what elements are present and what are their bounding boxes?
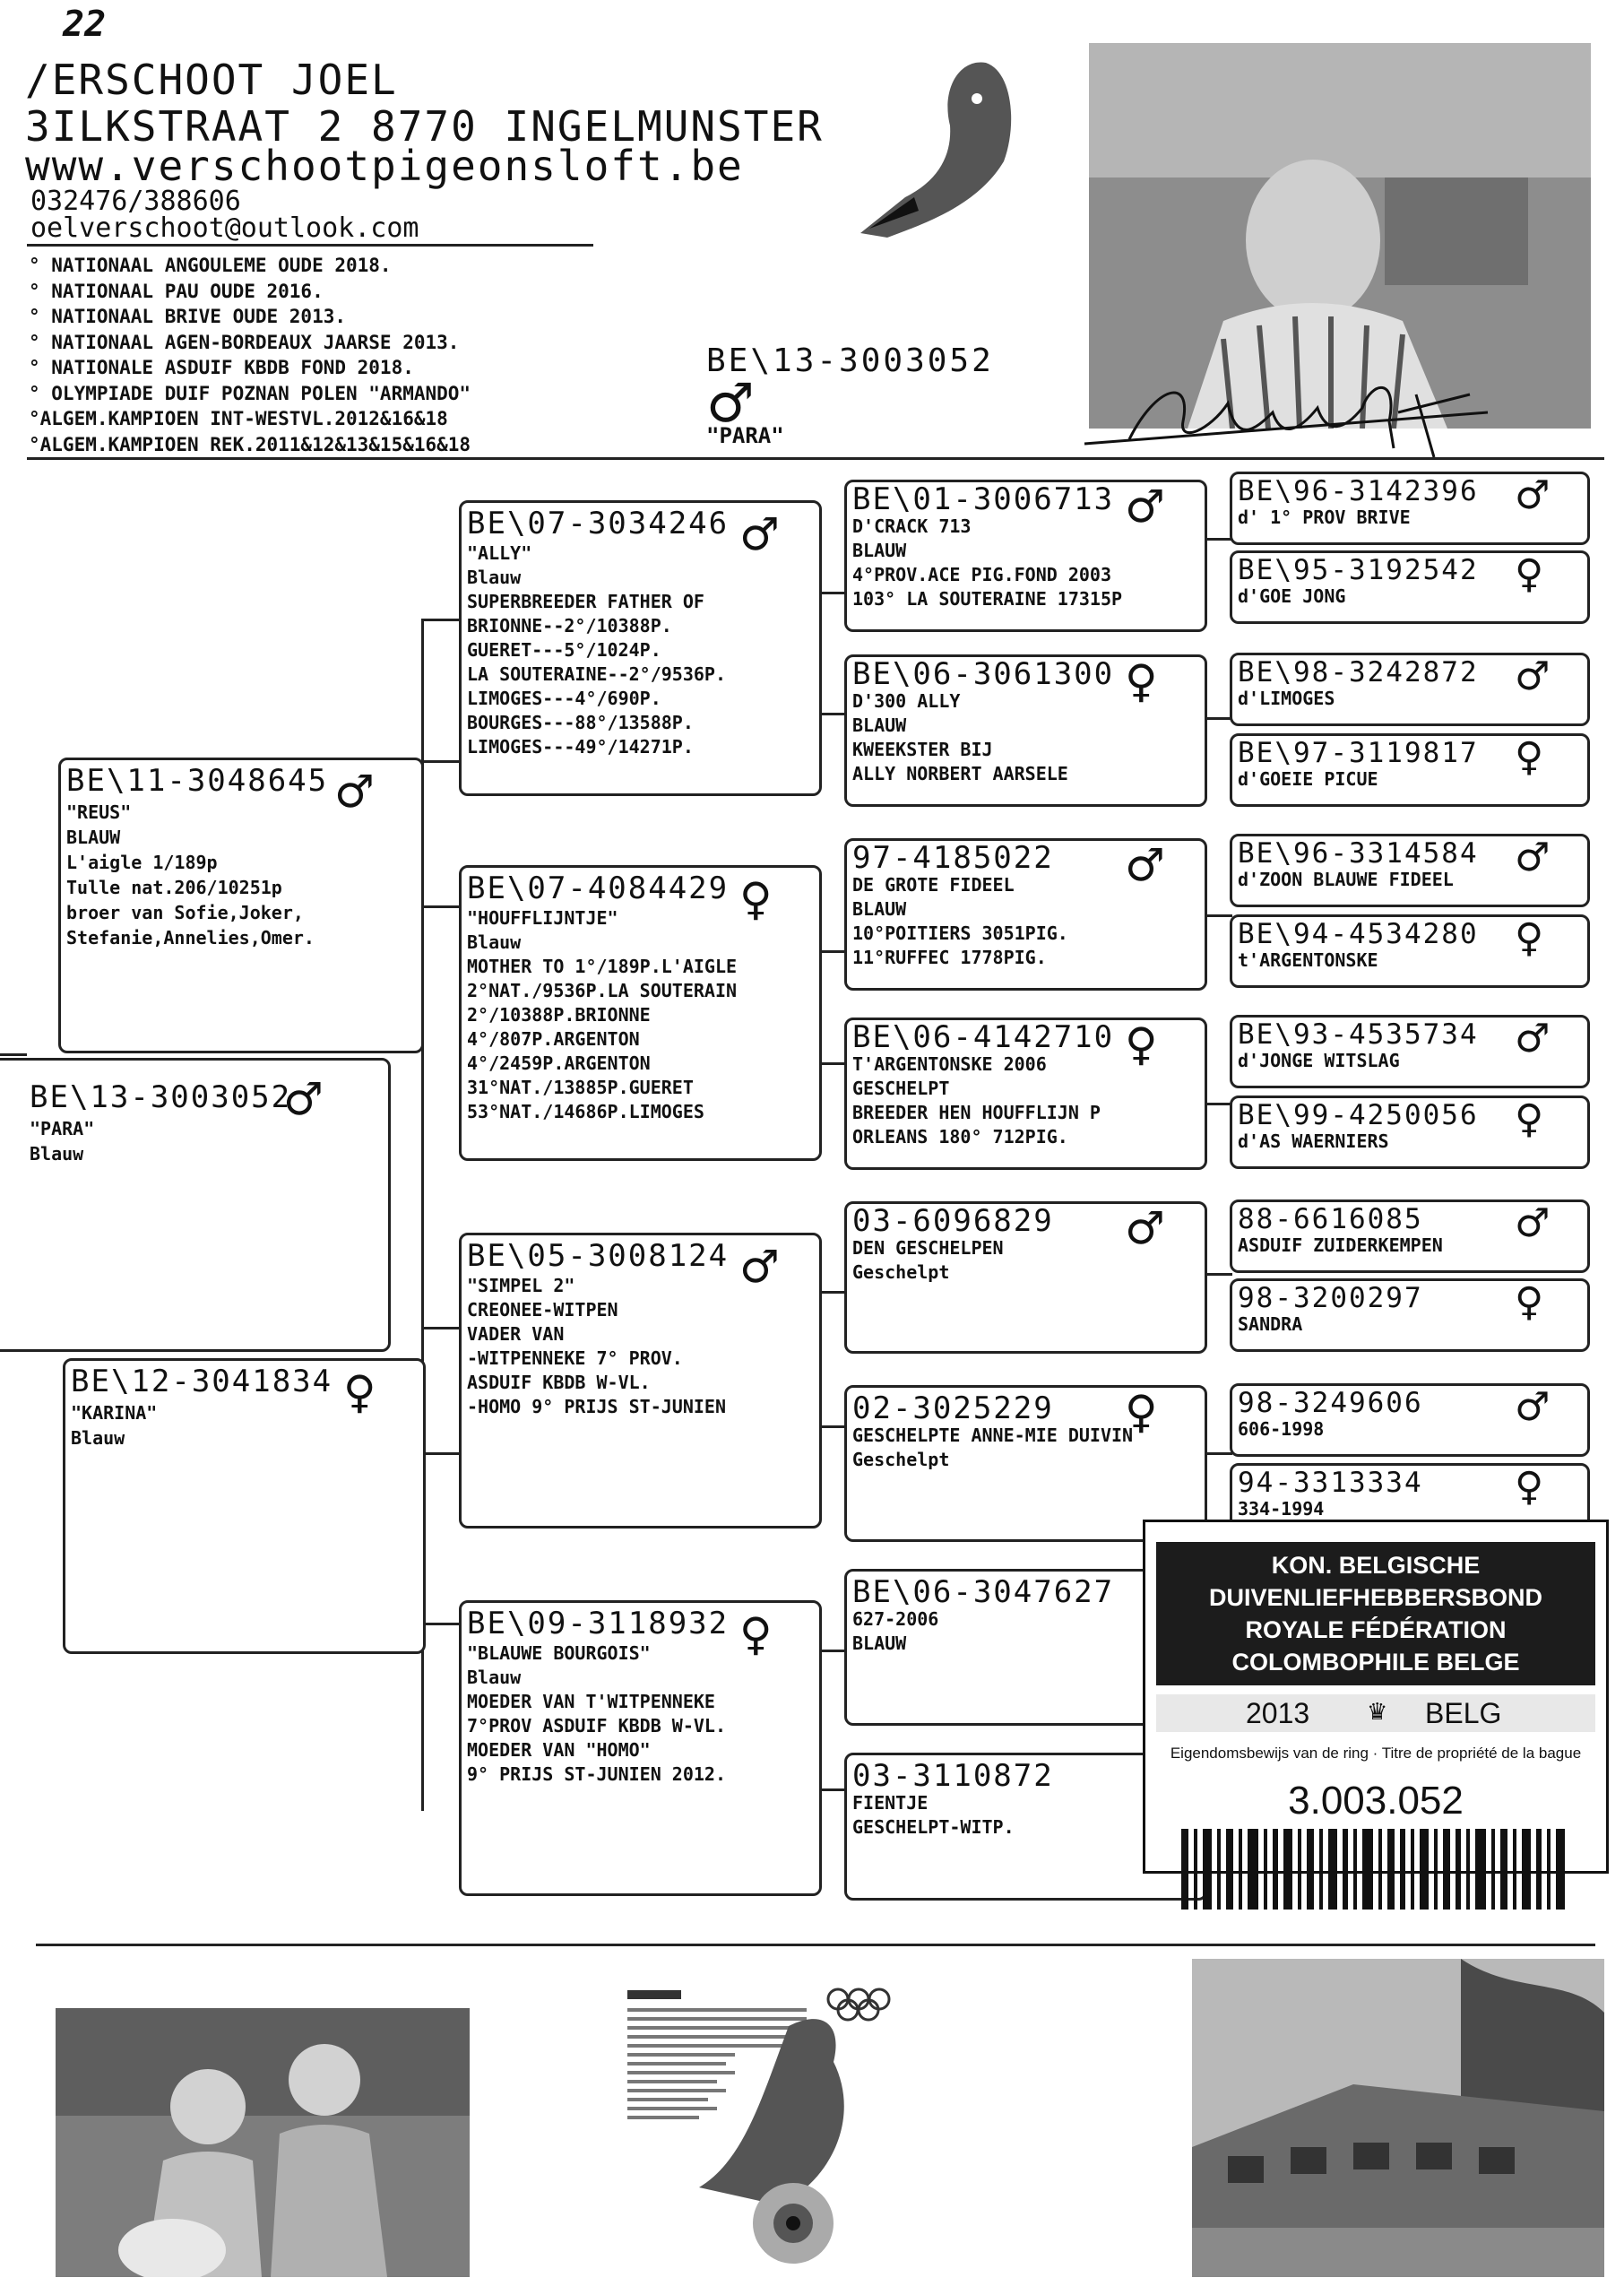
ring-number: BE\07-4084429	[467, 870, 730, 906]
ancestor-card	[1230, 472, 1590, 545]
pigeon-note: KWEEKSTER BIJ	[852, 739, 993, 760]
pigeon-note: SUPERBREEDER FATHER OF	[467, 591, 704, 612]
ring-number: 98-3200297	[1238, 1282, 1423, 1314]
great-grandparent-card	[844, 838, 1207, 991]
male-symbol-icon: ♂	[1125, 839, 1165, 891]
pigeon-name: D'CRACK 713	[852, 515, 972, 537]
ring-number: BE\96-3314584	[1238, 837, 1479, 870]
pigeon-note: 606-1998	[1238, 1418, 1325, 1440]
pigeon-color: BLAUW	[852, 540, 907, 561]
female-symbol-icon: ♀	[1515, 1096, 1544, 1142]
pigeon-note: 4°/2459P.ARGENTON	[467, 1052, 651, 1074]
pigeon-note: 334-1994	[1238, 1498, 1325, 1520]
pigeon-name: "HOUFFLIJNTJE"	[467, 907, 618, 929]
ring-number: BE\98-3242872	[1238, 656, 1479, 688]
ring-number: 03-3110872	[852, 1758, 1054, 1794]
great-grandparent-card	[844, 1201, 1207, 1354]
owner-name: /ERSCHOOT JOEL	[25, 56, 398, 104]
federation-name-fr: ROYALE FÉDÉRATION COLOMBOPHILE BELGE	[1231, 1616, 1520, 1676]
female-symbol-icon: ♀	[343, 1366, 376, 1418]
pigeon-note: ASDUIF ZUIDERKEMPEN	[1238, 1234, 1443, 1256]
great-grandparent-card	[844, 1018, 1207, 1170]
pigeon-name: DE GROTE FIDEEL	[852, 874, 1015, 896]
pigeon-name: "SIMPEL 2"	[467, 1275, 575, 1296]
pigeon-note: 4°PROV.ACE PIG.FOND 2003	[852, 564, 1111, 585]
certificate-year: 2013	[1246, 1697, 1310, 1729]
ancestor-card	[1230, 834, 1590, 907]
female-symbol-icon: ♀	[1515, 1279, 1544, 1325]
pigeon-color: Geschelpt	[852, 1261, 950, 1283]
grandsire-maternal-card	[459, 1233, 822, 1529]
pigeon-note: 103° LA SOUTERAINE 17315P	[852, 588, 1123, 610]
pigeon-note: L'aigle 1/189p	[66, 852, 218, 873]
ring-number: 97-4185022	[852, 840, 1054, 876]
female-symbol-icon: ♀	[1125, 1018, 1158, 1070]
subject-ring: BE\13-3003052	[706, 342, 994, 379]
pigeon-name: SANDRA	[1238, 1313, 1303, 1335]
ring-number: BE\06-3061300	[852, 656, 1115, 692]
pigeon-note: Tulle nat.206/10251p	[66, 877, 282, 898]
female-symbol-icon: ♀	[1515, 1464, 1544, 1510]
grandsire-paternal-card	[459, 500, 822, 796]
pigeon-note: MOEDER VAN T'WITPENNEKE	[467, 1691, 715, 1712]
ring-number: BE\94-4534280	[1238, 918, 1479, 950]
pigeon-name: FIENTJE	[852, 1792, 929, 1814]
pedigree-root-card	[0, 1058, 391, 1352]
female-symbol-icon: ♀	[1125, 655, 1158, 707]
pigeon-note: 627-2006	[852, 1608, 939, 1630]
ancestor-card	[1230, 550, 1590, 624]
male-symbol-icon: ♂	[739, 1241, 780, 1293]
pigeon-name: "PARA"	[30, 1118, 95, 1139]
pigeon-note: d'JONGE WITSLAG	[1238, 1050, 1400, 1071]
pigeon-color: Blauw	[467, 1667, 522, 1688]
ring-number: BE\95-3192542	[1238, 554, 1479, 586]
female-symbol-icon: ♀	[1515, 734, 1544, 780]
pigeon-note: 11°RUFFEC 1778PIG.	[852, 947, 1047, 968]
pigeon-name: "BLAUWE BOURGOIS"	[467, 1642, 651, 1664]
achievement-item: ° NATIONAAL AGEN-BORDEAUX JAARSE 2013.	[29, 331, 460, 353]
dam-card	[63, 1358, 426, 1654]
pigeon-color: GESCHELPT	[852, 1078, 950, 1099]
female-symbol-icon: ♀	[739, 873, 773, 925]
bottom-rule	[36, 1944, 1595, 1946]
certificate-country: BELG	[1425, 1697, 1502, 1729]
pigeon-note: BOURGES---88°/13588P.	[467, 712, 694, 733]
pigeon-note: 53°NAT./14686P.LIMOGES	[467, 1101, 704, 1122]
pigeon-note: Stefanie,Annelies,Omer.	[66, 927, 315, 948]
ring-number: BE\93-4535734	[1238, 1018, 1479, 1051]
male-symbol-icon: ♂	[1125, 481, 1165, 533]
pigeon-note: LA SOUTERAINE--2°/9536P.	[467, 663, 726, 685]
ring-number: BE\96-3142396	[1238, 475, 1479, 507]
great-grandparent-card	[844, 1385, 1207, 1542]
pigeon-note: 7°PROV ASDUIF KBDB W-VL.	[467, 1715, 726, 1736]
owner-address: 3ILKSTRAAT 2 8770 INGELMUNSTER	[25, 102, 824, 151]
pigeon-note: ORLEANS 180° 712PIG.	[852, 1126, 1068, 1148]
ancestor-card	[1230, 1278, 1590, 1352]
ancestor-card	[1230, 1383, 1590, 1457]
breeders-photo	[56, 2008, 470, 2277]
ancestor-card	[1230, 653, 1590, 726]
pigeon-color: BLAUW	[852, 714, 907, 736]
achievement-item: ° NATIONALE ASDUIF KBDB FOND 2018.	[29, 357, 414, 378]
ring-number: 02-3025229	[852, 1390, 1054, 1426]
pigeon-color: CREONEE-WITPEN	[467, 1299, 618, 1321]
granddam-maternal-card	[459, 1600, 822, 1896]
achievement-item: ° NATIONAAL BRIVE OUDE 2013.	[29, 306, 347, 327]
ancestor-card	[1230, 914, 1590, 988]
ring-number: BE\01-3006713	[852, 481, 1115, 517]
great-grandparent-card	[844, 654, 1207, 807]
ring-number: BE\99-4250056	[1238, 1099, 1479, 1131]
certificate-header	[1156, 1542, 1595, 1685]
ring-number: BE\13-3003052	[30, 1079, 292, 1115]
achievements-list	[29, 253, 471, 457]
pigeon-note: ASDUIF KBDB W-VL.	[467, 1372, 651, 1393]
female-symbol-icon: ♀	[1515, 551, 1544, 597]
certificate-ring-number: 3.003.052	[1288, 1779, 1464, 1823]
pigeon-note: 9° PRIJS ST-JUNIEN 2012.	[467, 1763, 726, 1785]
male-symbol-icon: ♂	[1515, 1200, 1551, 1246]
certificate-year-band	[1156, 1694, 1595, 1732]
male-symbol-icon: ♂	[1515, 835, 1551, 880]
pigeon-color: Blauw	[30, 1143, 84, 1165]
achievement-item: °ALGEM.KAMPIOEN INT-WESTVL.2012&16&18	[29, 408, 448, 429]
pigeon-color: Blauw	[467, 931, 522, 953]
male-symbol-icon: ♂	[334, 766, 375, 818]
olympiad-pigeon-card	[609, 1972, 914, 2268]
pigeon-note: MOEDER VAN "HOMO"	[467, 1739, 651, 1761]
ancestor-card	[1230, 733, 1590, 807]
ring-number: BE\07-3034246	[467, 506, 730, 541]
pigeon-note: VADER VAN	[467, 1323, 565, 1345]
male-symbol-icon: ♂	[1515, 1016, 1551, 1061]
barcode	[1181, 1829, 1576, 1910]
pigeon-note: broer van Sofie,Joker,	[66, 902, 304, 923]
female-symbol-icon: ♀	[1125, 1386, 1158, 1438]
pigeon-note: 10°POITIERS 3051PIG.	[852, 922, 1068, 944]
pigeon-name: "KARINA"	[71, 1402, 158, 1424]
pigeon-color: BLAUW	[852, 1632, 907, 1654]
ring-number: BE\09-3118932	[467, 1606, 730, 1641]
pigeon-color: GESCHELPT-WITP.	[852, 1816, 1015, 1838]
male-symbol-icon: ♂	[1515, 654, 1551, 699]
female-symbol-icon: ♀	[1515, 915, 1544, 961]
female-symbol-icon: ♀	[739, 1608, 773, 1660]
granddam-paternal-card	[459, 865, 822, 1161]
section-rule	[27, 457, 1604, 460]
owner-email: oelverschoot@outlook.com	[30, 212, 419, 244]
pigeon-note: d'ZOON BLAUWE FIDEEL	[1238, 869, 1454, 890]
pigeon-note: t'ARGENTONSKE	[1238, 949, 1378, 971]
ancestor-card	[1230, 1199, 1590, 1273]
pigeon-note: d'GOE JONG	[1238, 585, 1346, 607]
pigeon-color: BLAUW	[66, 827, 121, 848]
ring-certificate	[1143, 1520, 1609, 1874]
pigeon-note: -HOMO 9° PRIJS ST-JUNIEN	[467, 1396, 726, 1417]
pigeon-note: 2°/10388P.BRIONNE	[467, 1004, 651, 1026]
ring-number: BE\97-3119817	[1238, 737, 1479, 769]
pigeon-color: Geschelpt	[852, 1449, 950, 1470]
owner-phone: 032476/388606	[30, 186, 241, 217]
page-mark: 22	[63, 4, 107, 45]
subject-name: "PARA"	[706, 423, 784, 448]
ring-number: BE\11-3048645	[66, 763, 329, 799]
ring-number: BE\06-4142710	[852, 1019, 1115, 1055]
pigeon-color: Blauw	[467, 567, 522, 588]
pigeon-note: BREEDER HEN HOUFFLIJN P	[852, 1102, 1101, 1123]
pigeon-name: "REUS"	[66, 801, 132, 823]
ring-number: 03-6096829	[852, 1203, 1054, 1239]
pigeon-note: -WITPENNEKE 7° PROV.	[467, 1347, 683, 1369]
pigeon-name: T'ARGENTONSKE 2006	[852, 1053, 1047, 1075]
pigeon-note: 31°NAT./13885P.GUERET	[467, 1077, 694, 1098]
certificate-caption: Eigendomsbewijs van de ring · Titre de propriété de la bague	[1170, 1745, 1582, 1762]
pigeon-note: 2°NAT./9536P.LA SOUTERAIN	[467, 980, 738, 1001]
pigeon-note: d'AS WAERNIERS	[1238, 1130, 1389, 1152]
ring-number: 94-3313334	[1238, 1467, 1423, 1499]
pigeon-note: MOTHER TO 1°/189P.L'AIGLE	[467, 956, 738, 977]
pigeon-color: Blauw	[71, 1427, 125, 1449]
male-symbol-icon: ♂	[706, 372, 755, 435]
pigeon-name: DEN GESCHELPEN	[852, 1237, 1004, 1259]
ring-number: 98-3249606	[1238, 1387, 1423, 1419]
pigeon-note: ALLY NORBERT AARSELE	[852, 763, 1068, 784]
pigeon-note: 4°/807P.ARGENTON	[467, 1028, 640, 1050]
pigeon-color: BLAUW	[852, 898, 907, 920]
pigeon-note: d'LIMOGES	[1238, 688, 1335, 709]
pigeon-note: LIMOGES---49°/14271P.	[467, 736, 694, 758]
loft-photo	[1192, 1959, 1604, 2277]
achievement-item: °ALGEM.KAMPIOEN REK.2011&12&13&15&16&18	[29, 433, 471, 455]
male-symbol-icon: ♂	[739, 508, 780, 560]
pigeon-name: GESCHELPTE ANNE-MIE DUIVIN	[852, 1425, 1134, 1446]
owner-website: www.verschootpigeonsloft.be	[25, 142, 744, 190]
pigeon-note: LIMOGES---4°/690P.	[467, 688, 661, 709]
ring-number: BE\12-3041834	[71, 1364, 333, 1399]
male-symbol-icon: ♂	[1515, 472, 1551, 518]
ring-number: 88-6616085	[1238, 1203, 1423, 1235]
achievement-item: ° NATIONAAL ANGOULEME OUDE 2018.	[29, 255, 392, 276]
pigeon-note: d'GOEIE PICUE	[1238, 768, 1378, 790]
male-symbol-icon: ♂	[1515, 1384, 1551, 1430]
crown-icon: ♛	[1367, 1698, 1388, 1725]
signature	[1075, 359, 1497, 466]
header-rule	[27, 244, 593, 247]
ancestor-card	[1230, 1015, 1590, 1088]
pigeon-name: D'300 ALLY	[852, 690, 961, 712]
pigeon-note: BRIONNE--2°/10388P.	[467, 615, 672, 637]
pigeon-name: "ALLY"	[467, 542, 532, 564]
pigeon-head-illustration	[851, 54, 1031, 242]
achievement-item: ° NATIONAAL PAU OUDE 2016.	[29, 280, 324, 302]
male-symbol-icon: ♂	[283, 1073, 324, 1125]
federation-name-nl: KON. BELGISCHE DUIVENLIEFHEBBERSBOND	[1208, 1552, 1543, 1611]
sire-card	[58, 758, 424, 1053]
great-grandparent-card	[844, 480, 1207, 632]
pigeon-note: GUERET---5°/1024P.	[467, 639, 661, 661]
ancestor-card	[1230, 1096, 1590, 1169]
ring-number: BE\05-3008124	[467, 1238, 730, 1274]
ring-number: BE\06-3047627	[852, 1574, 1115, 1610]
achievement-item: ° OLYMPIADE DUIF POZNAN POLEN "ARMANDO"	[29, 382, 471, 404]
male-symbol-icon: ♂	[1125, 1202, 1165, 1254]
pigeon-note: d' 1° PROV BRIVE	[1238, 507, 1411, 528]
